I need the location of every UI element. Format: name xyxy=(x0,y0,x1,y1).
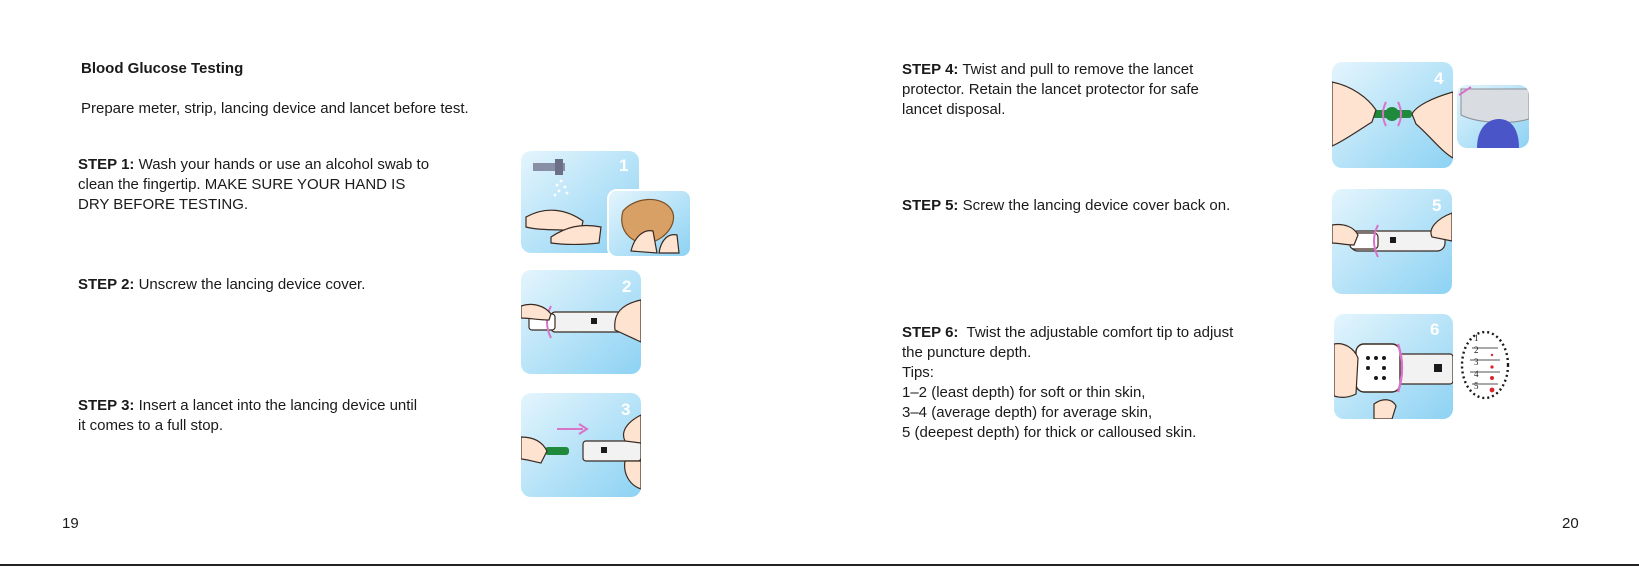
step-1-text xyxy=(78,155,508,215)
step-6-tip-2: 3–4 (average depth) for average skin, xyxy=(902,404,1153,421)
step-3-badge: 3 xyxy=(621,400,631,419)
depth-2: 2 xyxy=(1474,345,1479,355)
step-5-badge: 5 xyxy=(1432,196,1442,215)
step-3-line-1: Insert a lancet into the lancing device until xyxy=(138,397,418,414)
depth-dial xyxy=(1460,330,1510,400)
step-3-label: STEP 3: xyxy=(78,397,135,414)
step-6-line-2: the puncture depth. xyxy=(902,344,1032,361)
step-6-badge: 6 xyxy=(1430,320,1440,339)
page-title: Blood Glucose Testing xyxy=(81,60,244,77)
page-number-right: 20 xyxy=(1562,515,1579,532)
step-2-line-1: Unscrew the lancing device cover. xyxy=(138,276,366,293)
step-3-line-2: it comes to a full stop. xyxy=(78,417,224,434)
comfort-tip-icon xyxy=(1356,344,1400,392)
intro-text: Prepare meter, strip, lancing device and lancet before test. xyxy=(81,100,469,117)
step-5-text xyxy=(902,196,1282,216)
page-number-left: 19 xyxy=(62,515,79,532)
step-6-line-1: Twist the adjustable comfort tip to adjust xyxy=(966,324,1234,341)
step-1-badge: 1 xyxy=(619,156,629,175)
step-6-label: STEP 6: xyxy=(902,324,959,341)
step-6-tips-heading: Tips: xyxy=(902,364,934,381)
step-6-tip-3: 5 (deepest depth) for thick or calloused skin. xyxy=(902,424,1197,441)
depth-3: 3 xyxy=(1474,357,1479,367)
step-2-text xyxy=(78,275,508,295)
step-4-badge: 4 xyxy=(1434,69,1444,88)
step-4-disposal-illustration xyxy=(1457,85,1529,148)
bottom-border xyxy=(0,564,1639,566)
step-1-towel-dry-illustration xyxy=(607,189,692,258)
step-5-line-1: Screw the lancing device cover back on. xyxy=(962,197,1231,214)
blood-drop-icon xyxy=(1491,354,1493,356)
step-1-label: STEP 1: xyxy=(78,156,135,173)
step-4-label: STEP 4: xyxy=(902,61,959,78)
step-4-line-1: Twist and pull to remove the lancet xyxy=(962,61,1194,78)
step-4-text xyxy=(902,60,1282,120)
lancing-device-icon xyxy=(583,441,641,461)
step-1-line-2: clean the fingertip. MAKE SURE YOUR HAND IS xyxy=(78,176,406,193)
step-1-line-3: DRY BEFORE TESTING. xyxy=(78,196,249,213)
step-6-tip-1: 1–2 (least depth) for soft or thin skin, xyxy=(902,384,1146,401)
depth-4: 4 xyxy=(1474,369,1479,379)
step-1-line-1: Wash your hands or use an alcohol swab to xyxy=(138,156,430,173)
step-5-label: STEP 5: xyxy=(902,197,959,214)
step-2-badge: 2 xyxy=(622,277,632,296)
step-4-line-2: protector. Retain the lancet protector for safe xyxy=(902,81,1199,98)
step-6-text xyxy=(902,323,1302,443)
lancet-icon xyxy=(545,447,569,455)
depth-1: 1 xyxy=(1474,333,1479,343)
step-4-line-3: lancet disposal. xyxy=(902,101,1006,118)
step-2-label: STEP 2: xyxy=(78,276,135,293)
depth-5: 5 xyxy=(1474,381,1479,391)
step-3-text xyxy=(78,396,508,436)
